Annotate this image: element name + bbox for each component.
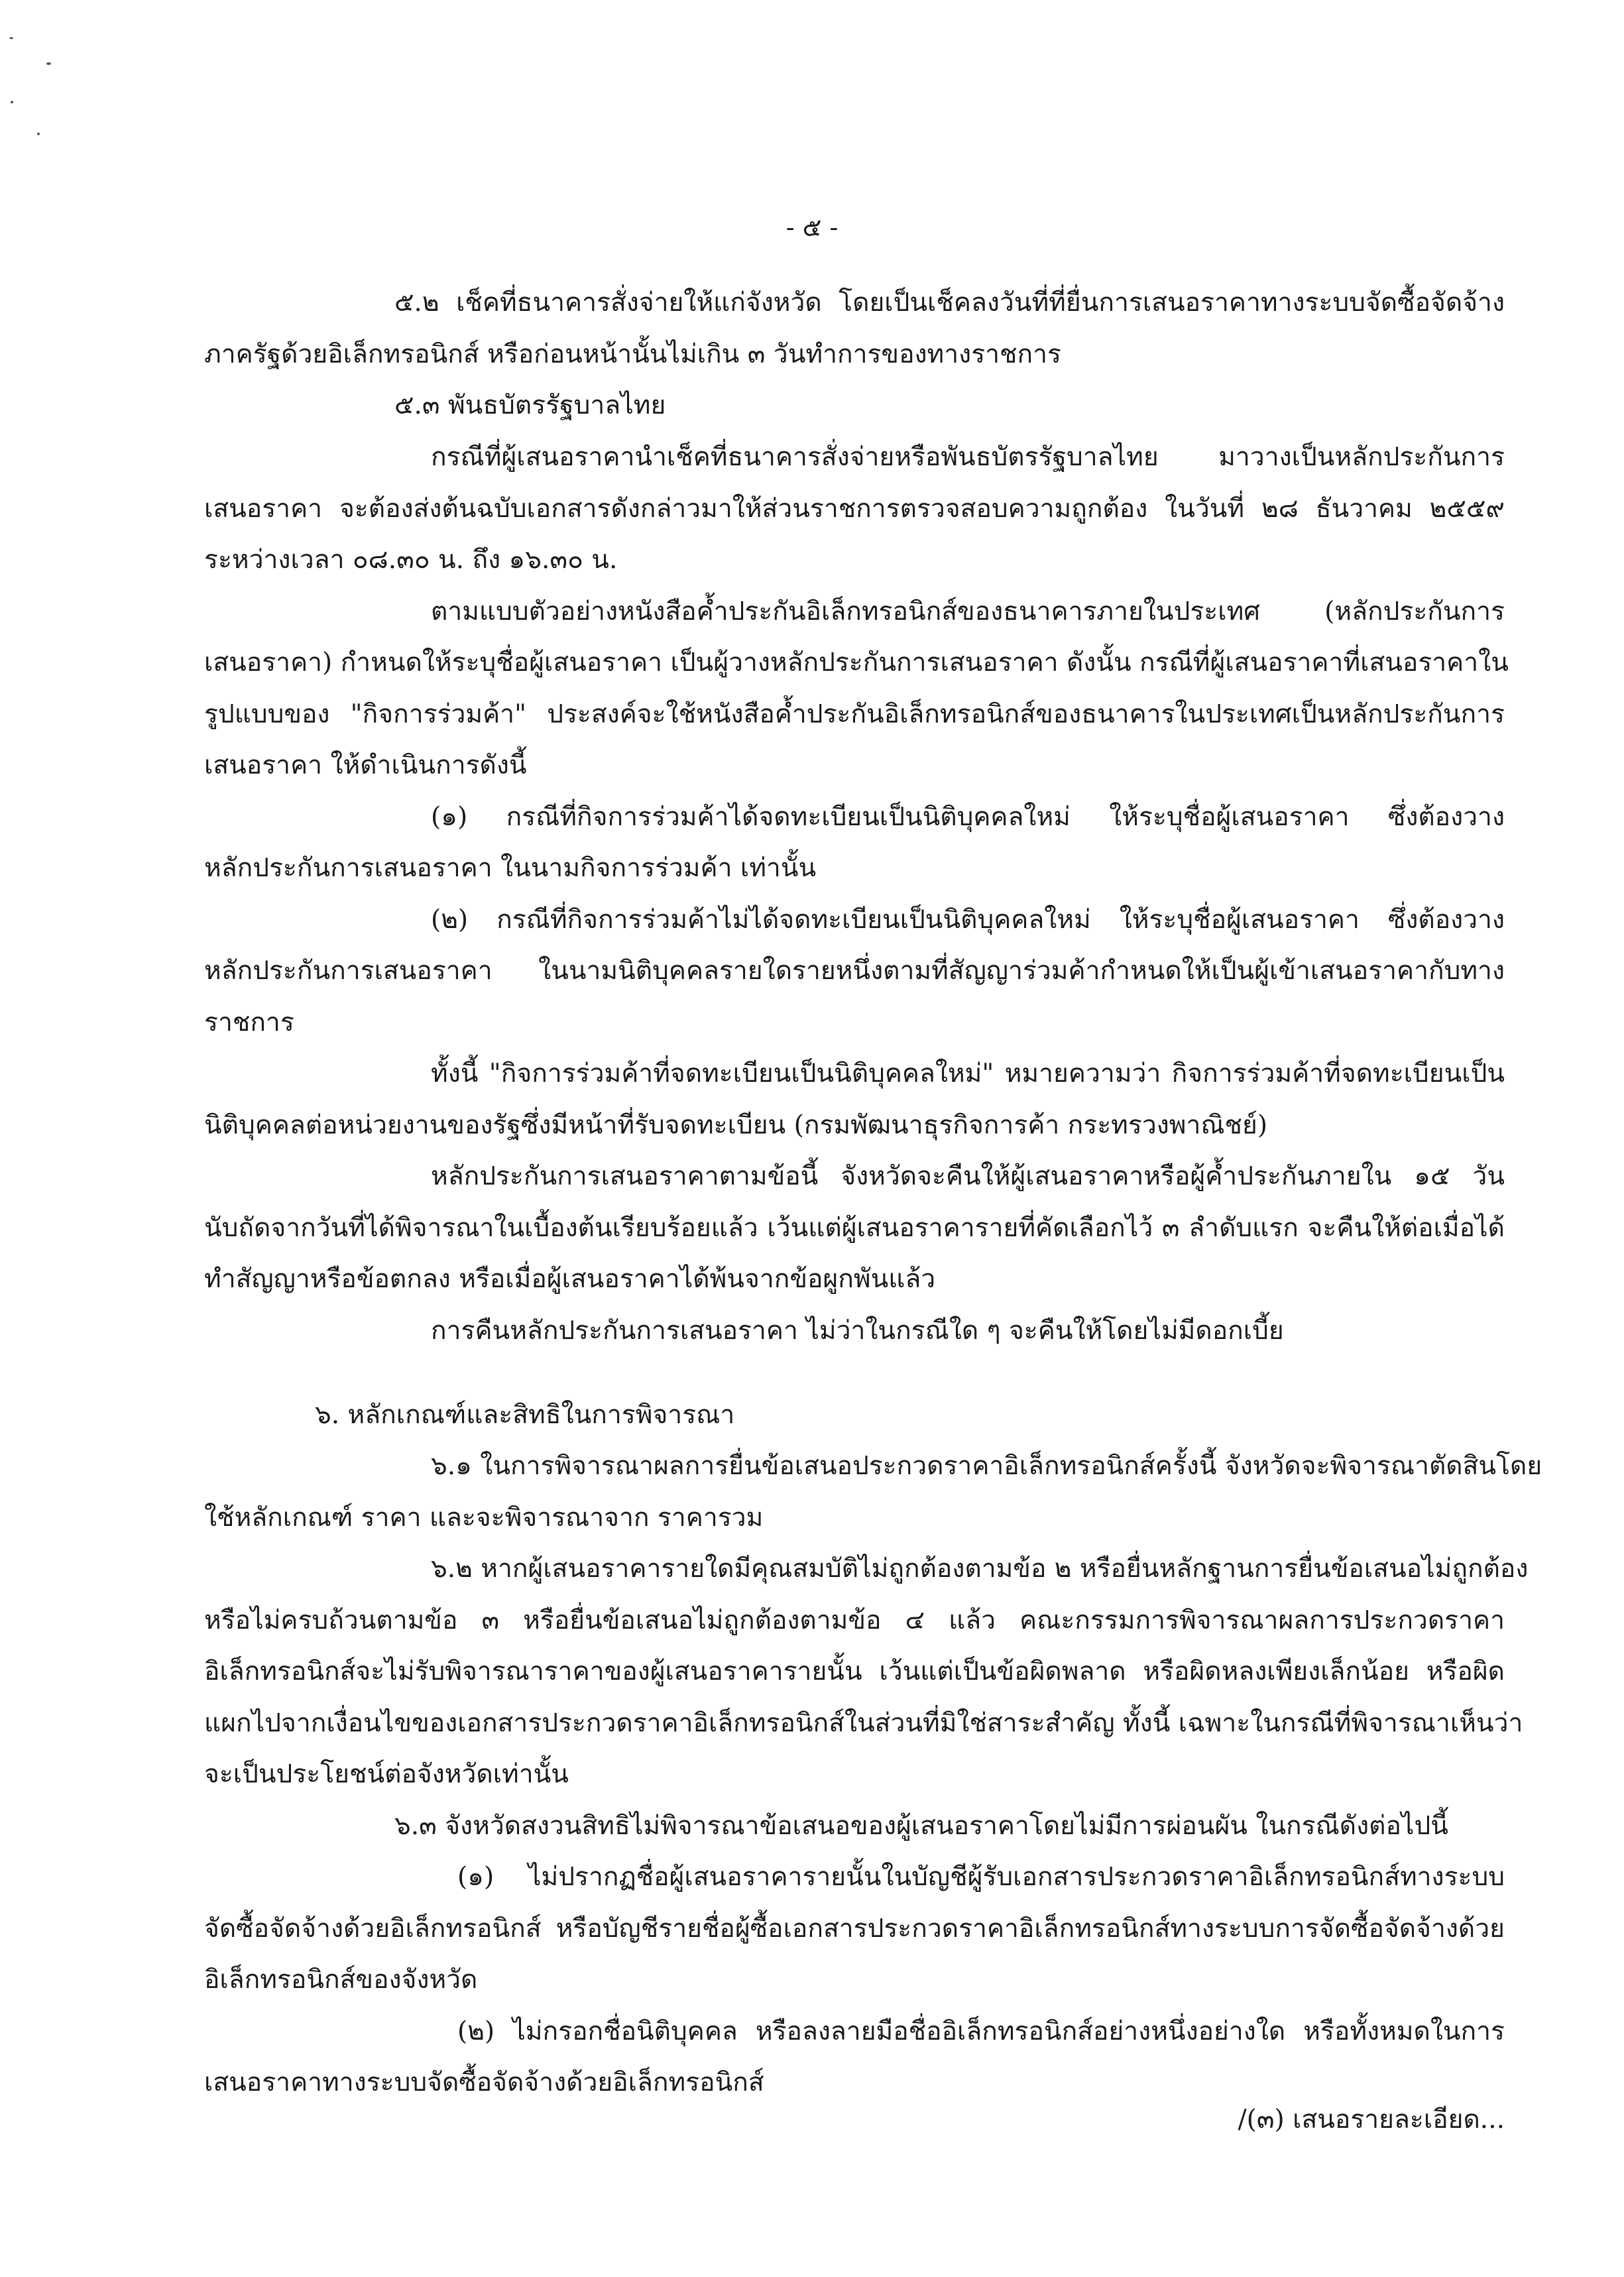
paragraph-line: อิเล็กทรอนิกส์ของจังหวัด xyxy=(204,1965,478,1995)
paragraph-line: หลักประกันการเสนอราคาตามข้อนี้ จังหวัดจะคืนให้ผู้เสนอราคาหรือผู้ค้ำประกันภายใน ๑๕ วัน xyxy=(431,1161,1505,1191)
paragraph-line: (๒) กรณีที่กิจการร่วมค้าไม่ได้จดทะเบียนเป็นนิติบุคคลใหม่ ให้ระบุชื่อผู้เสนอราคา ซึ่งต้องวาง xyxy=(431,905,1505,935)
subheading: ๕.๓ พันธบัตรรัฐบาลไทย xyxy=(394,390,666,420)
scan-speck xyxy=(37,133,40,135)
paragraph-line: หรือไม่ครบถ้วนตามข้อ ๓ หรือยื่นข้อเสนอไม่ถูกต้องตามข้อ ๔ แล้ว คณะกรรมการพิจารณาผลการประกวดราคา xyxy=(204,1606,1505,1635)
paragraph-line: เสนอราคา จะต้องส่งต้นฉบับเอกสารดังกล่าวมาให้ส่วนราชการตรวจสอบความถูกต้อง ในวันที่ ๒๘ ธันวาคม ๒๕๕๙ xyxy=(204,494,1505,524)
paragraph-line: ราชการ xyxy=(204,1008,294,1037)
paragraph-line: ตามแบบตัวอย่างหนังสือค้ำประกันอิเล็กทรอนิกส์ของธนาคารภายในประเทศ (หลักประกันการ xyxy=(431,597,1505,626)
paragraph-line: อิเล็กทรอนิกส์จะไม่รับพิจารณาราคาของผู้เสนอราคารายนั้น เว้นแต่เป็นข้อผิดพลาด หรือผิดหลงเพียงเล็กน้อย หรือผิด xyxy=(204,1657,1505,1686)
paragraph-line: ๖.๑ ในการพิจารณาผลการยื่นข้อเสนอประกวดราคาอิเล็กทรอนิกส์ครั้งนี้ จังหวัดจะพิจารณาตัดสินโดย xyxy=(431,1451,1542,1481)
paragraph-line: จัดซื้อจัดจ้างด้วยอิเล็กทรอนิกส์ หรือบัญชีรายชื่อผู้ซื้อเอกสารประกวดราคาอิเล็กทรอนิกส์ทางระบบการจัดซื้อจัดจ้างด้วย xyxy=(204,1914,1505,1944)
paragraph-line: รูปแบบของ "กิจการร่วมค้า" ประสงค์จะใช้หนังสือค้ำประกันอิเล็กทรอนิกส์ของธนาคารในประเทศเป็นหลักประกันการ xyxy=(204,699,1505,729)
paragraph-line: (๒) ไม่กรอกชื่อนิติบุคคล หรือลงลายมือชื่ออิเล็กทรอนิกส์อย่างหนึ่งอย่างใด หรือทั้งหมดในการ xyxy=(457,2016,1505,2046)
paragraph-line: เสนอราคาทางระบบจัดซื้อจัดจ้างด้วยอิเล็กทรอนิกส์ xyxy=(204,2068,764,2097)
paragraph-line: (๑) ไม่ปรากฏชื่อผู้เสนอราคารายนั้นในบัญชีผู้รับเอกสารประกวดราคาอิเล็กทรอนิกส์ทางระบบ xyxy=(457,1862,1505,1892)
paragraph-line: นับถัดจากวันที่ได้พิจารณาในเบื้องต้นเรียบร้อยแล้ว เว้นแต่ผู้เสนอราคารายที่คัดเลือกไว้ ๓ ลำดับแรก จะคืนให้ต่อเมื่อได้ xyxy=(204,1213,1505,1243)
paragraph-line: ทั้งนี้ "กิจการร่วมค้าที่จดทะเบียนเป็นนิติบุคคลใหม่" หมายความว่า กิจการร่วมค้าที่จดทะเบียนเป็น xyxy=(431,1059,1505,1088)
continuation-note: /(๓) เสนอรายละเอียด... xyxy=(1238,2105,1505,2134)
paragraph-line: นิติบุคคลต่อหน่วยงานของรัฐซึ่งมีหน้าที่รับจดทะเบียน (กรมพัฒนาธุรกิจการค้า กระทรวงพาณิชย์) xyxy=(204,1110,1268,1140)
paragraph-line: กรณีที่ผู้เสนอราคานำเช็คที่ธนาคารสั่งจ่ายหรือพันธบัตรรัฐบาลไทย มาวางเป็นหลักประกันการ xyxy=(431,442,1505,472)
paragraph-line: เสนอราคา ให้ดำเนินการดังนี้ xyxy=(204,750,527,780)
scan-speck xyxy=(9,37,13,39)
paragraph-line: จะเป็นประโยชน์ต่อจังหวัดเท่านั้น xyxy=(204,1759,569,1789)
paragraph-line: ใช้หลักเกณฑ์ ราคา และจะพิจารณาจาก ราคารวม xyxy=(204,1503,764,1533)
paragraph-line: หลักประกันการเสนอราคา ในนามนิติบุคคลรายใดรายหนึ่งตามที่สัญญาร่วมค้ากำหนดให้เป็นผู้เข้าเสนอราคากับทาง xyxy=(204,956,1505,986)
paragraph-line: (๑) กรณีที่กิจการร่วมค้าได้จดทะเบียนเป็นนิติบุคคลใหม่ ให้ระบุชื่อผู้เสนอราคา ซึ่งต้องวาง xyxy=(431,802,1505,832)
paragraph-line: หลักประกันการเสนอราคา ในนามกิจการร่วมค้า เท่านั้น xyxy=(204,853,817,883)
paragraph-line: ๕.๒ เช็คที่ธนาคารสั่งจ่ายให้แก่จังหวัด โดยเป็นเช็คลงวันที่ที่ยื่นการเสนอราคาทางระบบจัดซื้อจัดจ้าง xyxy=(394,288,1505,318)
paragraph-line: เสนอราคา) กำหนดให้ระบุชื่อผู้เสนอราคา เป็นผู้วางหลักประกันการเสนอราคา ดังนั้น กรณีที่ผู้เสนอราคาที่เสนอราคาใน xyxy=(204,648,1509,677)
paragraph-line: การคืนหลักประกันการเสนอราคา ไม่ว่าในกรณีใด ๆ จะคืนให้โดยไม่มีดอกเบี้ย xyxy=(431,1316,1284,1346)
paragraph-line: ๖.๓ จังหวัดสงวนสิทธิไม่พิจารณาข้อเสนอของผู้เสนอราคาโดยไม่มีการผ่อนผัน ในกรณีดังต่อไปนี้ xyxy=(394,1811,1448,1841)
section-heading: ๖. หลักเกณฑ์และสิทธิในการพิจารณา xyxy=(315,1400,735,1430)
paragraph-line: ๖.๒ หากผู้เสนอราคารายใดมีคุณสมบัติไม่ถูกต้องตามข้อ ๒ หรือยื่นหลักฐานการยื่นข้อเสนอไม่ถูกต้อง xyxy=(431,1554,1529,1584)
scan-speck xyxy=(46,62,51,65)
paragraph-line: ภาครัฐด้วยอิเล็กทรอนิกส์ หรือก่อนหน้านั้นไม่เกิน ๓ วันทำการของทางราชการ xyxy=(204,339,1061,369)
paragraph-line: ระหว่างเวลา ๐๘.๓๐ น. ถึง ๑๖.๓๐ น. xyxy=(204,545,618,575)
paragraph-line: ทำสัญญาหรือข้อตกลง หรือเมื่อผู้เสนอราคาได้พ้นจากข้อผูกพันแล้ว xyxy=(204,1264,936,1294)
paragraph-line: แผกไปจากเงื่อนไขของเอกสารประกวดราคาอิเล็กทรอนิกส์ในส่วนที่มิใช่สาระสำคัญ ทั้งนี้ เฉพาะในกรณีที่พิจารณาเห็นว่า xyxy=(204,1708,1523,1738)
page-number: - ๕ - xyxy=(785,213,839,242)
scan-speck xyxy=(11,101,13,103)
